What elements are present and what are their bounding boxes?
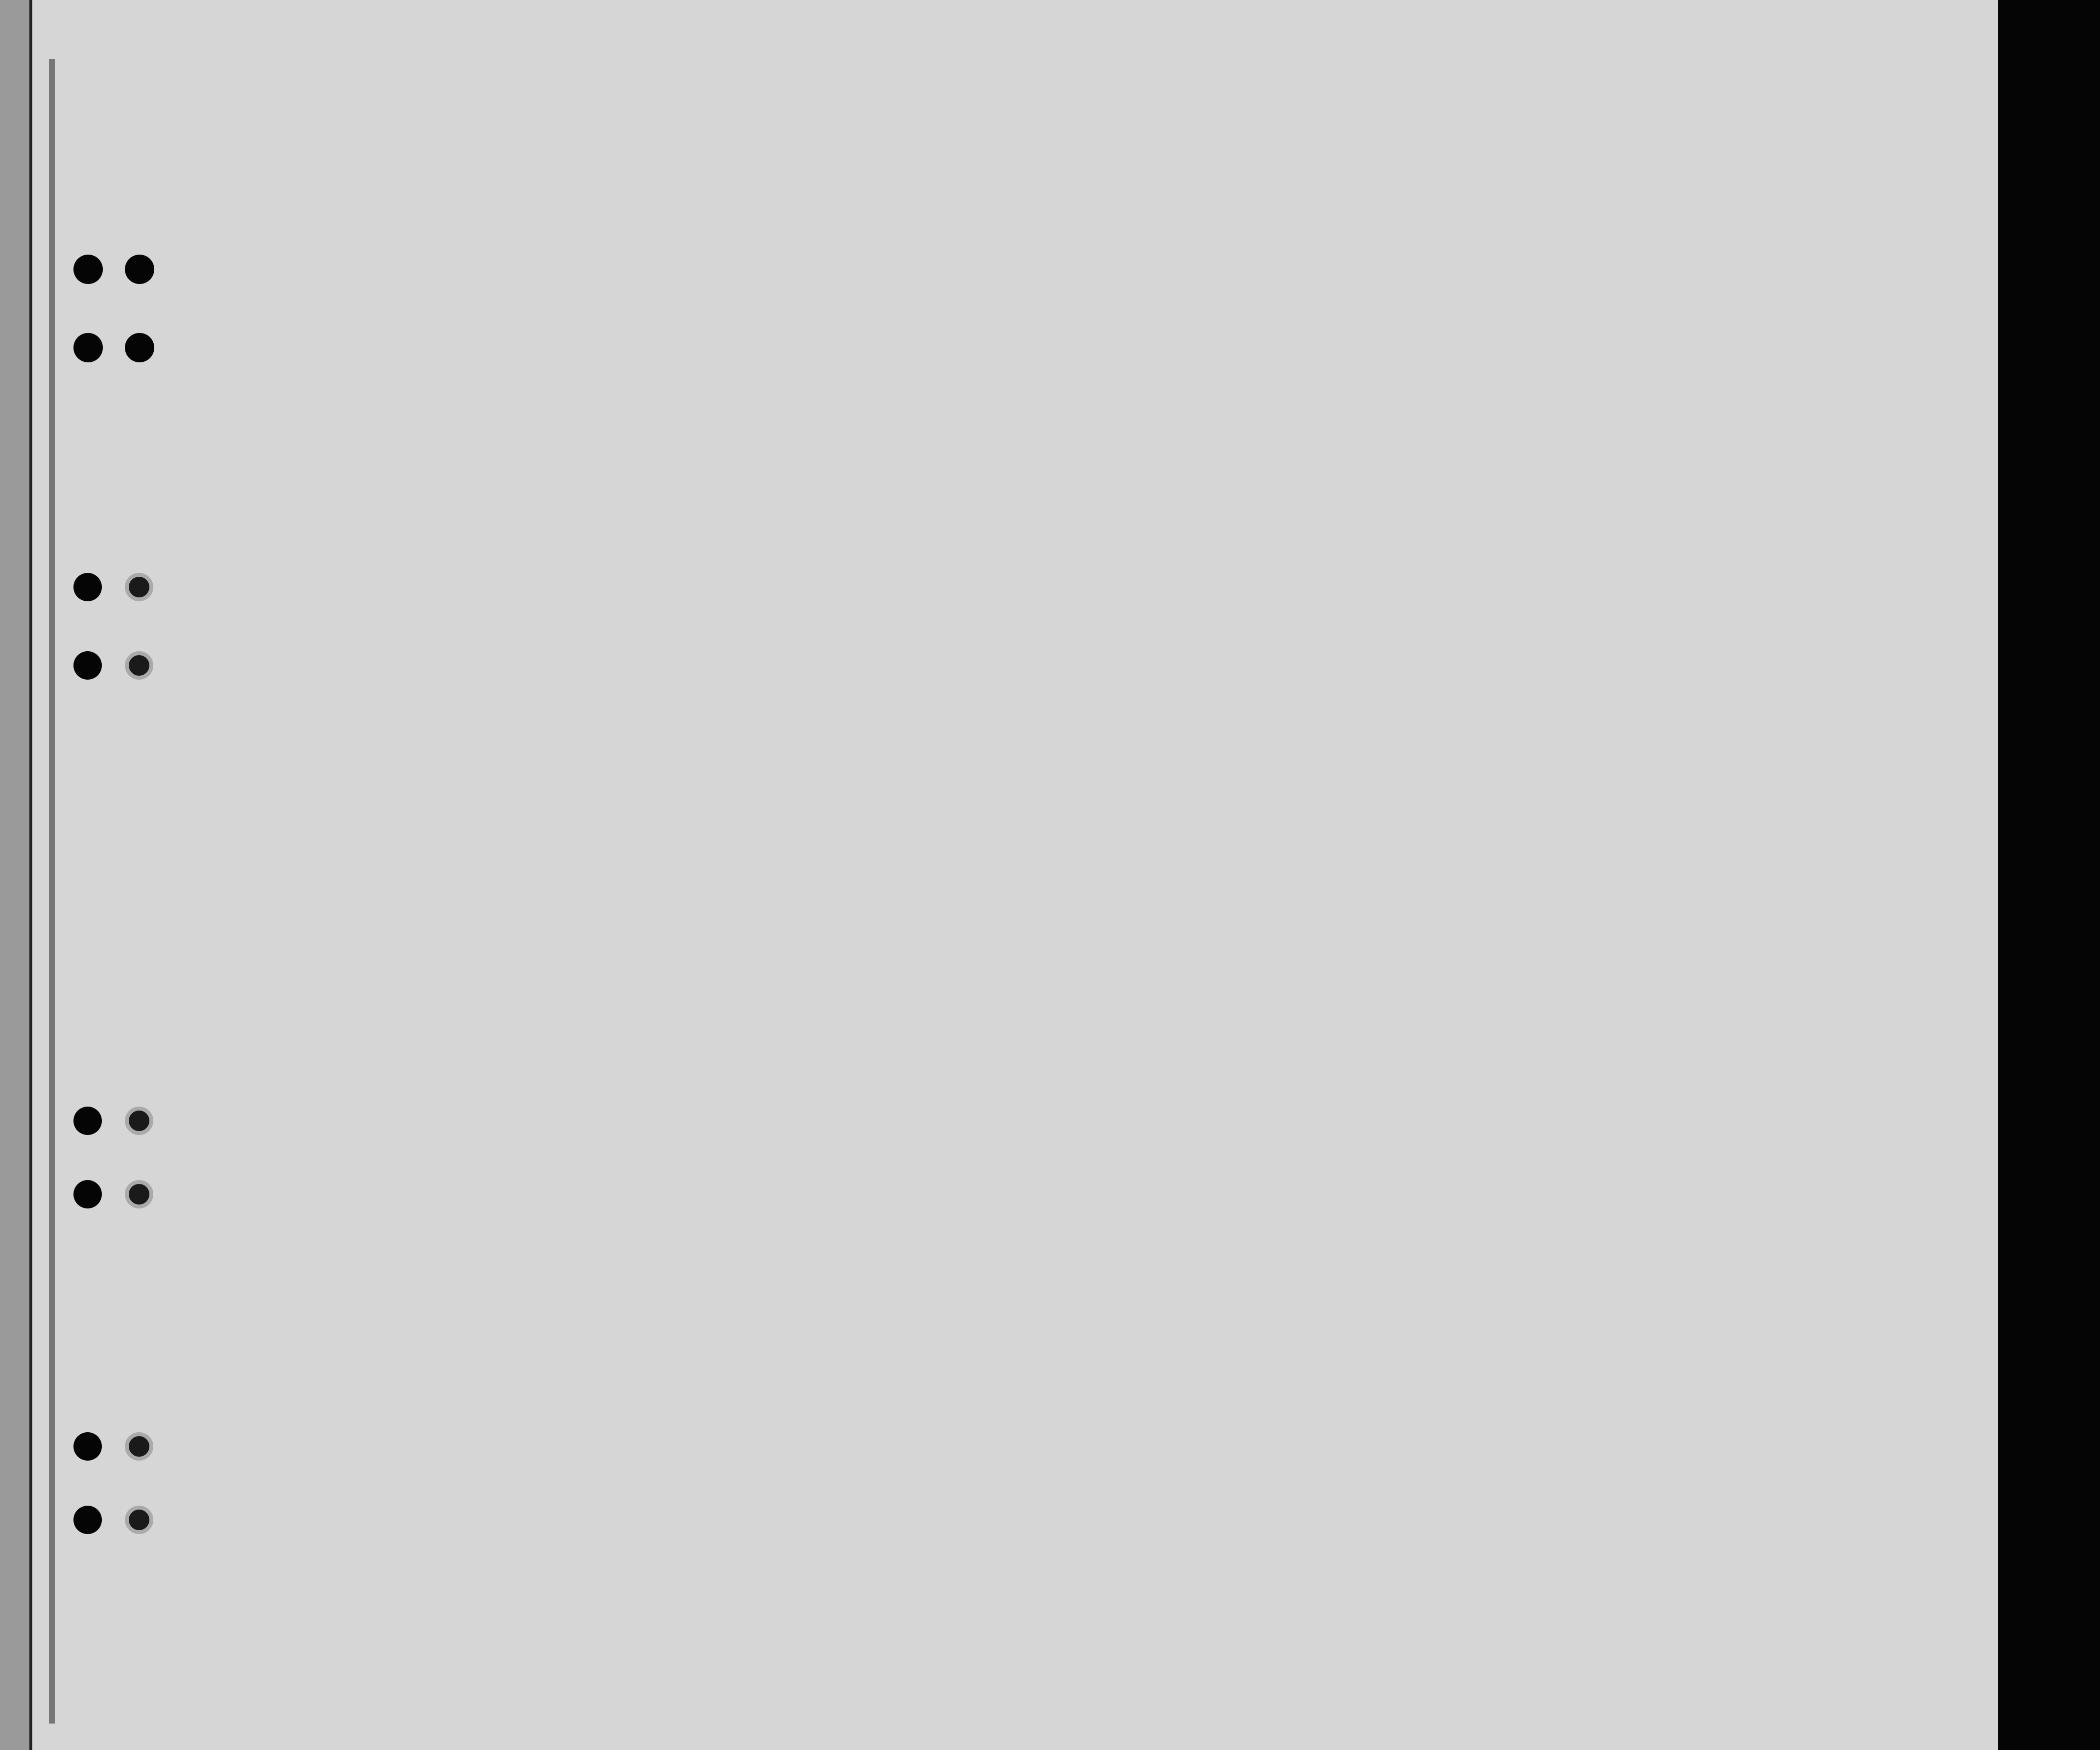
header-deported — [1538, 323, 1587, 433]
header-anarchist — [1403, 323, 1430, 433]
header-purpose-citizen — [1293, 331, 1339, 433]
header-offer — [1486, 323, 1535, 433]
header-ticket — [649, 313, 676, 433]
header-polygamist — [1376, 323, 1403, 433]
header-inches — [1712, 402, 1726, 438]
header-prison — [1344, 323, 1374, 433]
header-overthrow — [1430, 323, 1484, 433]
header-purpose-length — [1234, 331, 1290, 433]
header-money — [776, 313, 801, 433]
header-purpose-return — [1197, 331, 1232, 433]
header-feet — [1692, 411, 1707, 438]
list-number — [1822, 113, 1905, 240]
